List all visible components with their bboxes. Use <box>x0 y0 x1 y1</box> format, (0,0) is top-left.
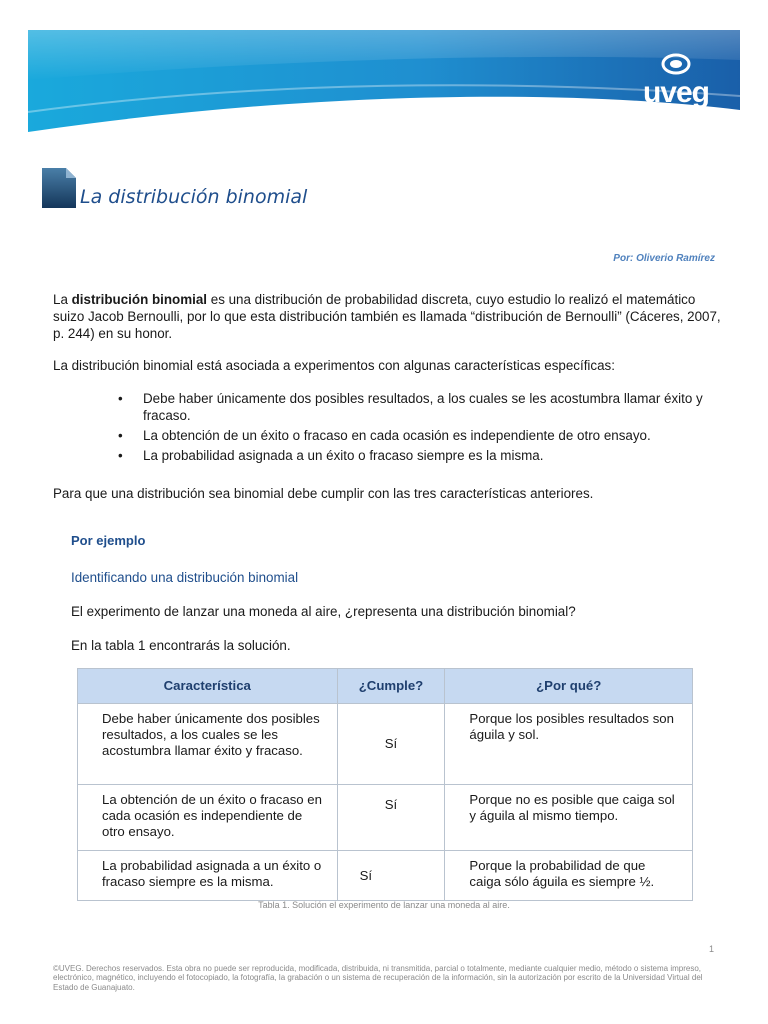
intro-text-end: es una distribución de probabilidad discreta, cuyo estudio lo realizó el matemático suizo Jacob Bernoulli, por lo que esta distribución también es llamada “distribución de Bernoulli” (Cáceres, 2007, p. 244) en su honor. <box>53 292 721 341</box>
solution-table <box>77 668 693 901</box>
copyright-footer: ©UVEG. Derechos reservados. Esta obra no puede ser reproducida, modificada, distribuida, ni transmitida, parcial o totalmente, mediante cualquier medio, método o sistema impreso, electrónico, magnético, incluyendo el fotocopiado, la fotografía, la grabación o un sistema de recuperación de la información, sin la autorización por escrito de la Universidad Virtual del Estado de Guanajuato. <box>53 964 703 992</box>
table-row <box>78 851 693 901</box>
example-subheading: Identificando una distribución binomial <box>71 570 299 585</box>
bullet-icon: • <box>118 391 123 406</box>
table-cell-complies: Sí <box>337 851 445 901</box>
list-item <box>118 390 718 424</box>
table-cell-characteristic: La obtención de un éxito o fracaso en cada ocasión es independiente de otro ensayo. <box>78 785 338 851</box>
document-icon <box>42 168 76 208</box>
table-cell-characteristic: La probabilidad asignada a un éxito o fracaso siempre es la misma. <box>78 851 338 901</box>
intro-text-start: La <box>53 292 72 307</box>
table-cell-complies: Sí <box>337 785 445 851</box>
bullet-icon: • <box>118 428 123 443</box>
column-header-reason: ¿Por qué? <box>445 669 693 704</box>
logo-word: uveg <box>642 76 710 109</box>
page-title: La distribución binomial <box>80 186 308 208</box>
table-row <box>78 785 693 851</box>
list-item-text: La probabilidad asignada a un éxito o fracaso siempre es la misma. <box>143 448 544 463</box>
uveg-logo <box>636 50 716 120</box>
intro-paragraph <box>53 291 723 342</box>
conclusion-paragraph: Para que una distribución sea binomial debe cumplir con las tres características anteriores. <box>53 486 594 501</box>
bullet-icon: • <box>118 448 123 463</box>
table-caption: Tabla 1. Solución el experimento de lanzar una moneda al aire. <box>258 900 510 910</box>
list-item-text: La obtención de un éxito o fracaso en cada ocasión es independiente de otro ensayo. <box>143 428 651 443</box>
table-cell-characteristic: Debe haber únicamente dos posibles resultados, a los cuales se les acostumbra llamar éxito y fracaso. <box>78 704 338 785</box>
page-number: 1 <box>708 944 714 954</box>
example-heading: Por ejemplo <box>71 533 146 548</box>
table-row <box>78 704 693 785</box>
logo-tagline: universidad virtual del estado de guanajuato <box>647 108 712 120</box>
table-cell-reason: Porque la probabilidad de que caiga sólo águila es siempre ½. <box>445 851 693 901</box>
table-reference: En la tabla 1 encontrarás la solución. <box>71 638 291 653</box>
question-paragraph: El experimento de lanzar una moneda al aire, ¿representa una distribución binomial? <box>71 604 576 619</box>
logo-swirl-icon <box>658 50 694 78</box>
table-header-row <box>78 669 693 704</box>
list-item-text: Debe haber únicamente dos posibles resultados, a los cuales se les acostumbra llamar éxito y fracaso. <box>143 391 703 423</box>
table-cell-complies: Sí <box>337 704 445 785</box>
intro-term: distribución binomial <box>71 292 208 307</box>
table-cell-reason: Porque los posibles resultados son águila y sol. <box>445 704 693 785</box>
column-header-characteristic: Característica <box>78 669 338 704</box>
characteristics-list <box>118 390 718 467</box>
table-cell-reason: Porque no es posible que caiga sol y águila al mismo tiempo. <box>445 785 693 851</box>
list-item <box>118 447 718 464</box>
list-item <box>118 427 718 444</box>
characteristics-intro: La distribución binomial está asociada a experimentos con algunas características específicas: <box>53 358 615 373</box>
title-block <box>42 168 542 212</box>
column-header-complies: ¿Cumple? <box>337 669 445 704</box>
author-line: Por: Oliverio Ramírez <box>613 253 715 264</box>
